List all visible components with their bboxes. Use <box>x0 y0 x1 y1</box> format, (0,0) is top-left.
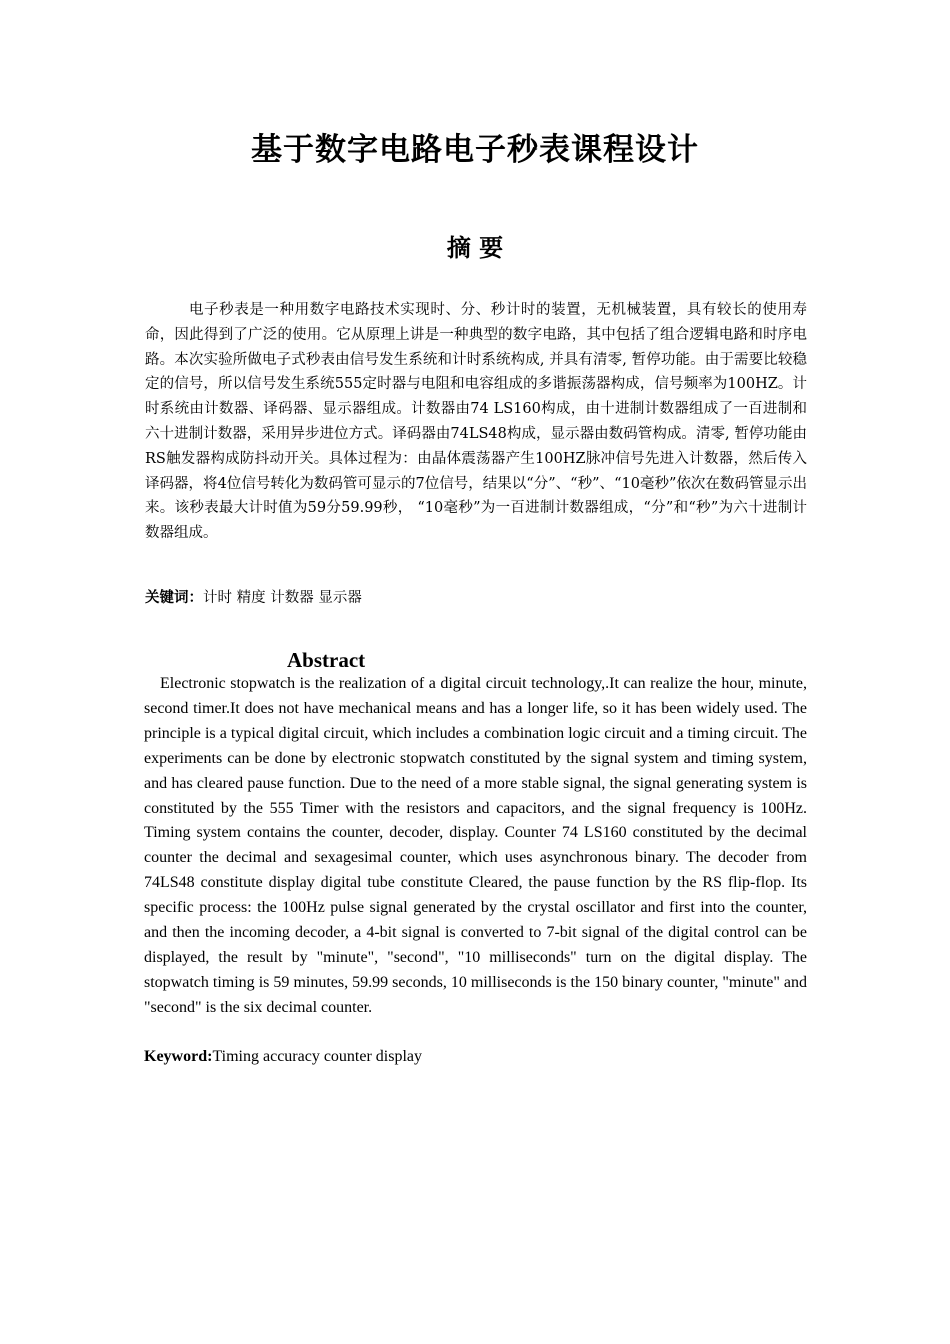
keywords-cn-label: 关键词： <box>145 590 203 606</box>
keywords-en-text: Timing accuracy counter display <box>212 1048 423 1065</box>
abstract-paragraph-en: Electronic stopwatch is the realization of a digital circuit technology,.It can realize the hour, minute, second timer.It does not have mechanical means and has a longer life, so it has been widely used. The principle is a typical digital circuit, which includes a combination logic circuit and a timing circuit. The experiments can be done by electronic stopwatch constituted by the signal system and timing system, and has cleared pause function. Due to the need of a more stable signal, the signal generating system is constituted by the 555 Timer with the resistors and capacitors, and the signal frequency is 100Hz. Timing system contains the counter, decoder, display. Counter 74 LS160 constituted by the decimal counter the decimal and sexagesimal counter, which uses asynchronous binary. The decoder from 74LS48 constitute display digital tube constitute Cleared, the pause function by the RS flip-flop. Its specific process: the 100Hz pulse signal generated by the crystal oscillator and first into the counter, and then the incoming decoder, a 4-bit signal is converted to 7-bit signal of the digital control can be displayed, the result by "minute", "second", "10 milliseconds" turn on the digital display. The stopwatch timing is 59 minutes, 59.99 seconds, 10 milliseconds is the 150 binary counter, "minute" and "second" is the six decimal counter. <box>144 675 807 1016</box>
abstract-paragraph-cn: 电子秒表是一种用数字电路技术实现时、分、秒计时的装置，无机械装置，具有较长的使用寿命，因此得到了广泛的使用。它从原理上讲是一种典型的数字电路，其中包括了组合逻辑电路和时序电路。本次实验所做电子式秒表由信号发生系统和计时系统构成, 并具有清零, 暂停功能。由于需要比较稳定的信号，所以信号发生系统555定时器与电阻和电容组成的多谐振荡器构成，信号频率为100HZ。计时系统由计数器、译码器、显示器组成。计数器由74 LS160构成，由十进制计数器组成了一百进制和六十进制计数器，采用异步进位方式。译码器由74LS48构成，显示器由数码管构成。清零, 暂停功能由RS触发器构成防抖动开关。具体过程为：由晶体震荡器产生100HZ脉冲信号先进入计数器，然后传入译码器，将4位信号转化为数码管可显示的7位信号，结果以“分”、“秒”、“10毫秒”依次在数码管显示出来。该秒表最大计时值为59分59.99秒， “10毫秒”为一百进制计数器组成，“分”和“秒”为六十进制计数器组成。 <box>145 302 807 542</box>
keywords-cn-text: 计时 精度 计数器 显示器 <box>203 590 362 606</box>
abstract-heading-cn: 摘 要 <box>446 234 504 262</box>
keywords-en-label: Keyword: <box>144 1048 213 1065</box>
keywords-cn <box>145 586 807 610</box>
document-title: 基于数字电路电子秒表课程设计 <box>251 132 699 168</box>
keywords-en <box>144 1045 807 1069</box>
abstract-heading-en: Abstract <box>287 648 366 672</box>
